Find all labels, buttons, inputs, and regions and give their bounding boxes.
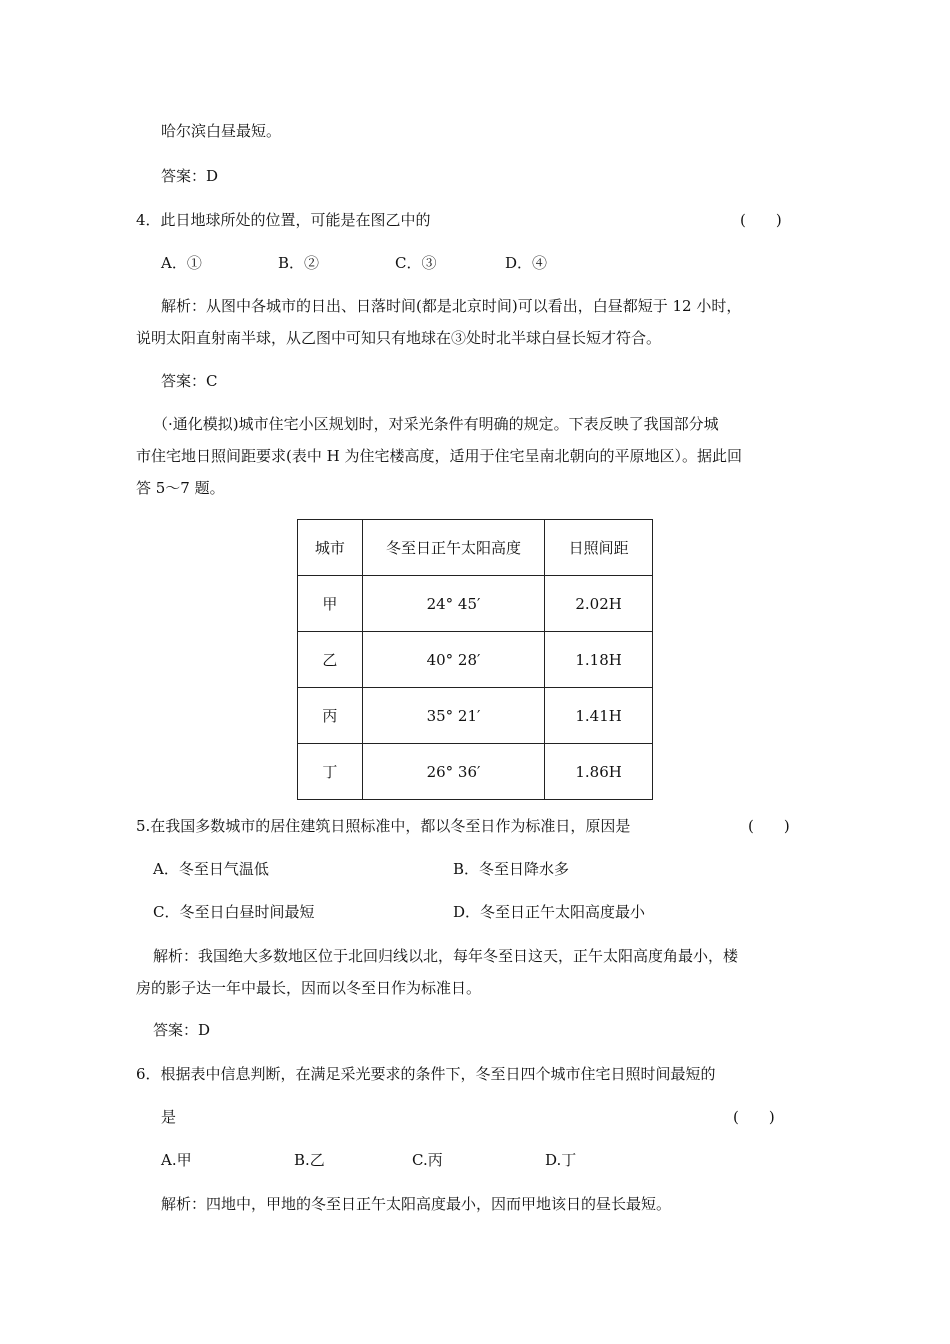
question-6-option-d: D.丁 bbox=[545, 1151, 577, 1169]
cell-city: 丁 bbox=[298, 744, 363, 800]
question-5-analysis-line2: 房的影子达一年中最长，因而以冬至日作为标准日。 bbox=[136, 979, 482, 997]
question-5-stem: 5.在我国多数城市的居住建筑日照标准中，都以冬至日作为标准日，原因是 bbox=[136, 817, 631, 835]
question-6-option-b: B.乙 bbox=[294, 1151, 325, 1169]
cell-altitude: 35° 21′ bbox=[362, 688, 544, 744]
intro-line1: （·通化模拟)城市住宅小区规划时，对采光条件有明确的规定。下表反映了我国部分城 bbox=[153, 415, 719, 433]
question-5-analysis-line1: 解析：我国绝大多数地区位于北回归线以北，每年冬至日这天，正午太阳高度角最小，楼 bbox=[153, 947, 739, 965]
question-6-option-c: C.丙 bbox=[412, 1151, 443, 1169]
question-5-option-b: B．冬至日降水多 bbox=[453, 860, 570, 878]
intro-line3: 答 5～7 题。 bbox=[136, 479, 225, 497]
answer-q4: 答案：C bbox=[161, 372, 218, 390]
question-6-option-a: A.甲 bbox=[161, 1151, 192, 1169]
question-4-answer-paren: ( ) bbox=[740, 211, 782, 229]
table-row bbox=[298, 744, 653, 800]
cell-spacing: 1.18H bbox=[545, 632, 653, 688]
question-6-stem: 6．根据表中信息判断，在满足采光要求的条件下，冬至日四个城市住宅日照时间最短的 bbox=[136, 1065, 716, 1083]
cell-city: 丙 bbox=[298, 688, 363, 744]
question-4-option-c: C．③ bbox=[395, 254, 437, 272]
answer-q5: 答案：D bbox=[153, 1021, 211, 1039]
intro-line2: 市住宅地日照间距要求(表中 H 为住宅楼高度，适用于住宅呈南北朝向的平原地区）。据此回 bbox=[136, 447, 742, 465]
question-5-answer-paren: ( ) bbox=[748, 817, 790, 835]
paragraph-harbin: 哈尔滨白昼最短。 bbox=[161, 122, 282, 140]
cell-city: 乙 bbox=[298, 632, 363, 688]
cell-altitude: 26° 36′ bbox=[362, 744, 544, 800]
question-5-option-d: D．冬至日正午太阳高度最小 bbox=[453, 903, 646, 921]
header-spacing: 日照间距 bbox=[545, 520, 653, 576]
header-noon-sun-altitude: 冬至日正午太阳高度 bbox=[362, 520, 544, 576]
question-4-option-b: B．② bbox=[278, 254, 320, 272]
cell-spacing: 2.02H bbox=[545, 576, 653, 632]
cell-altitude: 24° 45′ bbox=[362, 576, 544, 632]
question-4-option-a: A．① bbox=[161, 254, 202, 272]
question-4-analysis-line1: 解析：从图中各城市的日出、日落时间(都是北京时间)可以看出，白昼都短于 12 小时， bbox=[161, 297, 742, 315]
table-row bbox=[298, 632, 653, 688]
answer-q3: 答案：D bbox=[161, 167, 219, 185]
question-5-option-a: A．冬至日气温低 bbox=[153, 860, 269, 878]
cell-altitude: 40° 28′ bbox=[362, 632, 544, 688]
question-5-option-c: C．冬至日白昼时间最短 bbox=[153, 903, 315, 921]
cell-spacing: 1.86H bbox=[545, 744, 653, 800]
question-6-stem-continued: 是 bbox=[161, 1108, 177, 1126]
cell-spacing: 1.41H bbox=[545, 688, 653, 744]
question-4-analysis-line2: 说明太阳直射南半球，从乙图中可知只有地球在③处时北半球白昼长短才符合。 bbox=[136, 329, 662, 347]
table-header-row bbox=[298, 520, 653, 576]
header-city: 城市 bbox=[298, 520, 363, 576]
table-row bbox=[298, 576, 653, 632]
question-4-stem: 4．此日地球所处的位置，可能是在图乙中的 bbox=[136, 211, 431, 229]
cell-city: 甲 bbox=[298, 576, 363, 632]
question-6-answer-paren: ( ) bbox=[733, 1108, 775, 1126]
sunlight-table bbox=[297, 519, 653, 800]
question-4-option-d: D．④ bbox=[505, 254, 548, 272]
question-6-analysis: 解析：四地中，甲地的冬至日正午太阳高度最小，因而甲地该日的昼长最短。 bbox=[161, 1195, 672, 1213]
table-row bbox=[298, 688, 653, 744]
